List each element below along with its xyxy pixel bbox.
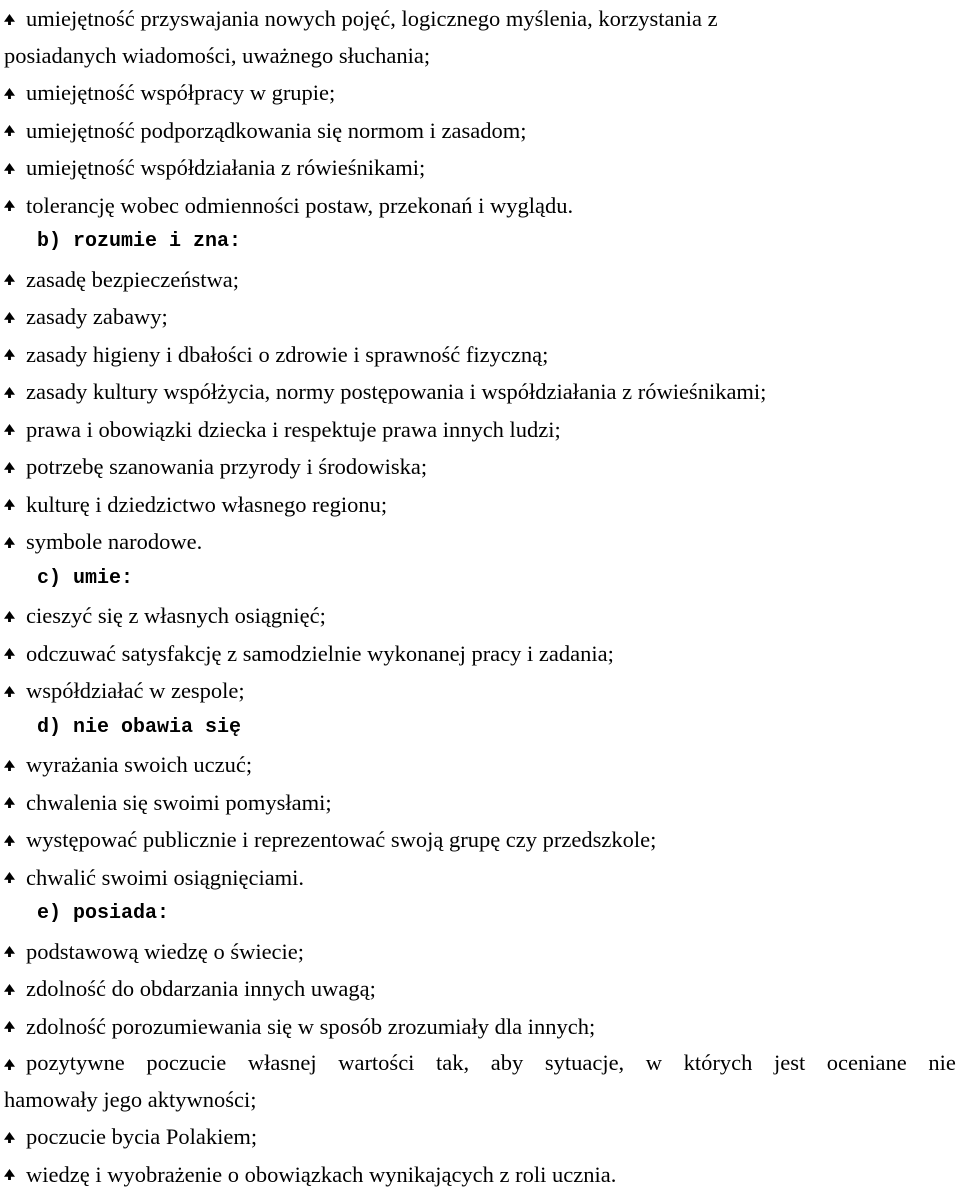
list-item-text: hamowały jego aktywności;	[4, 1087, 256, 1112]
arrow-up-bullet-icon	[4, 523, 26, 560]
arrow-up-bullet-icon	[4, 486, 26, 523]
arrow-up-bullet-icon	[4, 746, 26, 783]
arrow-up-bullet-icon	[4, 74, 26, 111]
list-item	[0, 298, 960, 336]
list-item-text: współdziałać w zespole;	[26, 678, 245, 703]
justified-word: nie	[928, 1045, 956, 1082]
list-item-text: cieszyć się z własnych osiągnięć;	[26, 603, 326, 628]
list-item-text: zasady kultury współżycia, normy postępowania i współdziałania z rówieśnikami;	[26, 379, 766, 404]
list-item-text: występować publicznie i reprezentować swoją grupę czy przedszkole;	[26, 827, 656, 852]
justified-word: jest	[774, 1045, 805, 1082]
list-item-text: chwalenia się swoimi pomysłami;	[26, 790, 332, 815]
section-e-list	[0, 933, 960, 1193]
justified-line-words	[26, 1045, 956, 1082]
arrow-up-bullet-icon	[4, 0, 26, 37]
list-item-continuation	[0, 38, 960, 75]
list-item	[0, 970, 960, 1008]
arrow-up-bullet-icon	[4, 336, 26, 373]
list-item-text: podstawową wiedzę o świecie;	[26, 939, 304, 964]
list-item-text: symbole narodowe.	[26, 529, 202, 554]
list-item-justified	[0, 1045, 960, 1082]
section-heading-b: b) rozumie i zna:	[0, 224, 960, 261]
list-item	[0, 486, 960, 524]
arrow-up-bullet-icon	[4, 1118, 26, 1155]
list-item	[0, 1118, 960, 1156]
list-item	[0, 187, 960, 225]
list-item-text: zasady zabawy;	[26, 304, 168, 329]
justified-word: własnej	[248, 1045, 317, 1082]
list-item	[0, 74, 960, 112]
justified-word: poczucie	[146, 1045, 226, 1082]
justified-word: których	[684, 1045, 753, 1082]
arrow-up-bullet-icon	[4, 112, 26, 149]
list-item-text: wiedzę i wyobrażenie o obowiązkach wynikających z roli ucznia.	[26, 1162, 616, 1187]
arrow-up-bullet-icon	[4, 672, 26, 709]
arrow-up-bullet-icon	[4, 373, 26, 410]
list-item-text: poczucie bycia Polakiem;	[26, 1124, 257, 1149]
arrow-up-bullet-icon	[4, 1008, 26, 1045]
list-item	[0, 411, 960, 449]
list-item-text: zdolność porozumiewania się w sposób zrozumiały dla innych;	[26, 1014, 595, 1039]
list-item	[0, 149, 960, 187]
arrow-up-bullet-icon	[4, 149, 26, 186]
justified-word: aby	[491, 1045, 524, 1082]
arrow-up-bullet-icon	[4, 635, 26, 672]
list-item-text: prawa i obowiązki dziecka i respektuje prawa innych ludzi;	[26, 417, 561, 442]
list-item	[0, 373, 960, 411]
section-heading-e: e) posiada:	[0, 896, 960, 933]
list-item-text: umiejętność podporządkowania się normom i zasadom;	[26, 118, 527, 143]
arrow-up-bullet-icon	[4, 261, 26, 298]
list-item	[0, 261, 960, 299]
arrow-up-bullet-icon	[4, 933, 26, 970]
arrow-up-bullet-icon	[4, 298, 26, 335]
list-item-text: kulturę i dziedzictwo własnego regionu;	[26, 492, 387, 517]
arrow-up-bullet-icon	[4, 1045, 26, 1082]
list-item	[0, 112, 960, 150]
list-item-text: zasady higieny i dbałości o zdrowie i sprawność fizyczną;	[26, 342, 548, 367]
list-item-text: wyrażania swoich uczuć;	[26, 752, 252, 777]
list-item	[0, 0, 960, 38]
arrow-up-bullet-icon	[4, 821, 26, 858]
list-item	[0, 821, 960, 859]
list-item	[0, 746, 960, 784]
arrow-up-bullet-icon	[4, 970, 26, 1007]
list-item	[0, 523, 960, 561]
list-item	[0, 597, 960, 635]
justified-word: sytuacje,	[545, 1045, 624, 1082]
list-item-text: umiejętność współdziałania z rówieśnikami;	[26, 155, 425, 180]
list-item-text: posiadanych wiadomości, uważnego słuchania;	[4, 43, 430, 68]
justified-word: wartości	[338, 1045, 414, 1082]
justified-word: pozytywne	[26, 1045, 125, 1082]
arrow-up-bullet-icon	[4, 187, 26, 224]
arrow-up-bullet-icon	[4, 1156, 26, 1193]
list-item-continuation	[0, 1082, 960, 1119]
arrow-up-bullet-icon	[4, 859, 26, 896]
section-c-list	[0, 597, 960, 710]
list-item-text: zasadę bezpieczeństwa;	[26, 267, 239, 292]
justified-word: tak,	[436, 1045, 469, 1082]
section-heading-c: c) umie:	[0, 561, 960, 598]
arrow-up-bullet-icon	[4, 448, 26, 485]
list-item-text: potrzebę szanowania przyrody i środowiska;	[26, 454, 427, 479]
list-item	[0, 1008, 960, 1046]
arrow-up-bullet-icon	[4, 597, 26, 634]
list-item-text: umiejętność współpracy w grupie;	[26, 80, 335, 105]
list-item	[0, 784, 960, 822]
list-item-text: umiejętność przyswajania nowych pojęć, logicznego myślenia, korzystania z	[26, 6, 718, 31]
arrow-up-bullet-icon	[4, 411, 26, 448]
list-item	[0, 336, 960, 374]
justified-word: oceniane	[827, 1045, 907, 1082]
list-item	[0, 672, 960, 710]
justified-word: w	[646, 1045, 662, 1082]
section-heading-d: d) nie obawia się	[0, 710, 960, 747]
list-item-text: zdolność do obdarzania innych uwagą;	[26, 976, 376, 1001]
list-item	[0, 933, 960, 971]
list-item	[0, 859, 960, 897]
list-item	[0, 635, 960, 673]
list-item	[0, 1156, 960, 1193]
list-item-text: tolerancję wobec odmienności postaw, przekonań i wyglądu.	[26, 193, 573, 218]
arrow-up-bullet-icon	[4, 784, 26, 821]
section-b-list	[0, 261, 960, 561]
section-d-list	[0, 746, 960, 896]
list-item-text: chwalić swoimi osiągnięciami.	[26, 865, 304, 890]
list-item	[0, 448, 960, 486]
list-item-text: odczuwać satysfakcję z samodzielnie wykonanej pracy i zadania;	[26, 641, 614, 666]
